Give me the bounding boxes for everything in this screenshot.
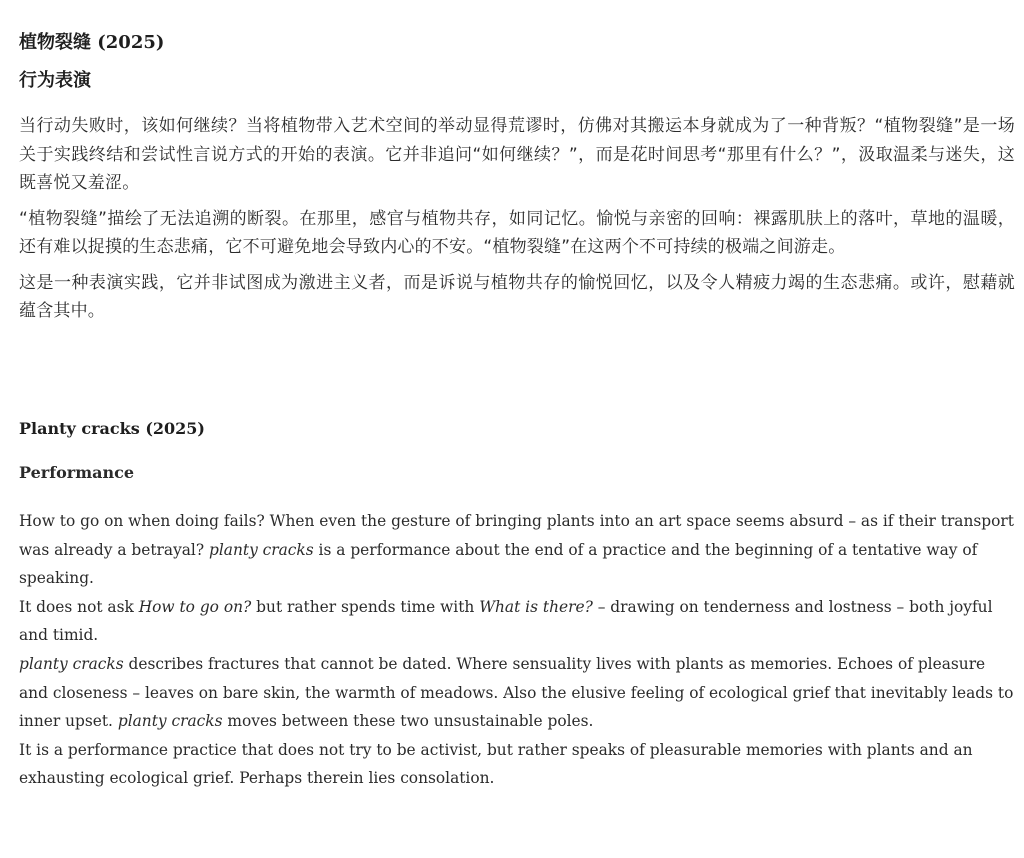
text-run: moves between these two unsustainable poles. — [222, 712, 594, 731]
work-title-italic: planty cracks — [209, 540, 314, 559]
english-title: Planty cracks (2025) — [19, 419, 205, 438]
english-paragraph: It is a performance practice that does not try to be activist, but rather speaks of pleasurable memories with plants and an exhausting ecological grief. Perhaps therein lies consolation. — [19, 740, 973, 788]
text-run: but rather spends time with — [251, 597, 480, 616]
question-italic: How to go on? — [138, 597, 252, 616]
chinese-subtitle: 行为表演 — [19, 70, 91, 91]
english-section — [19, 417, 1015, 793]
english-body — [19, 507, 1015, 793]
work-title-italic: planty cracks — [117, 712, 223, 731]
text-run: – drawing on tenderness and lostness – both joyful and timid. — [19, 597, 993, 645]
work-title-italic: planty cracks — [19, 654, 124, 673]
chinese-title: 植物裂缝 (2025) — [19, 32, 165, 53]
question-italic: What is there? — [479, 597, 593, 616]
english-paragraph — [19, 650, 1015, 736]
text-run: How to go on when doing fails? When even the gesture of bringing plants into an art space seems absurd – as if their transport was already a betrayal? — [19, 512, 1014, 559]
text-run: It does not ask — [19, 597, 139, 616]
text-run: is a performance about the end of a practice and the beginning of a tentative way of speaking. — [19, 540, 978, 588]
chinese-paragraph: 当行动失败时，该如何继续？当将植物带入艺术空间的举动显得荒谬时，仿佛对其搬运本身就成为了一种背叛？“植物裂缝”是一场关于实践终结和尝试性言说方式的开始的表演。它并非追问“如何继续？”，而是花时间思考“那里有什么？”，汲取温柔与迷失，这既喜悦又羞涩。 — [19, 116, 1015, 193]
chinese-section — [19, 30, 1015, 326]
chinese-paragraph: “植物裂缝”描绘了无法追溯的断裂。在那里，感官与植物共存，如同记忆。愉悦与亲密的回响：裸露肌肤上的落叶，草地的温暖，还有难以捉摸的生态悲痛，它不可避免地会导致内心的不安。“植物裂缝”在这两个不可持续的极端之间游走。 — [19, 208, 1015, 257]
english-paragraph — [19, 593, 1015, 650]
text-run: describes fractures that cannot be dated. Where sensuality lives with plants as memories. Echoes of pleasure and closeness – leaves on bare skin, the warmth of meadows. Also the elusive feeling of ecological grief that inevitably leads to inner upset. — [19, 654, 1014, 731]
english-paragraph — [19, 507, 1015, 593]
english-subtitle: Performance — [19, 463, 135, 482]
chinese-paragraph: 这是一种表演实践，它并非试图成为激进主义者，而是诉说与植物共存的愉悦回忆，以及令人精疲力竭的生态悲痛。或许，慰藉就蕴含其中。 — [19, 272, 1015, 321]
